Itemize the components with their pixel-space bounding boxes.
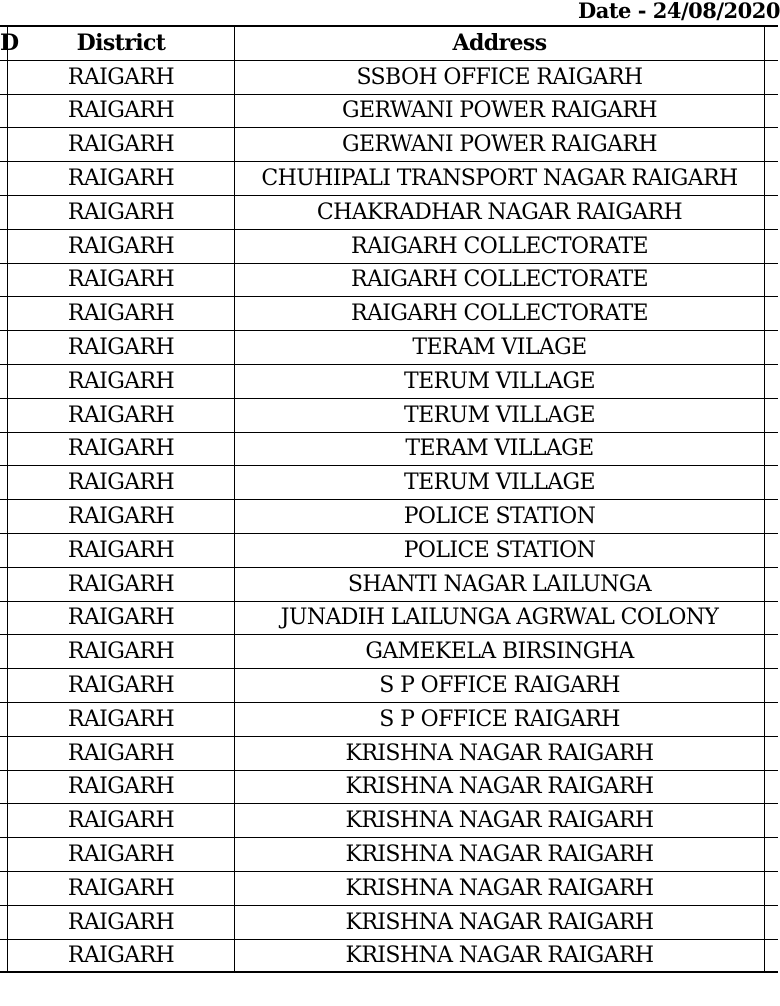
column-header-id: D	[0, 27, 8, 60]
district-cell: RAIGARH	[8, 297, 235, 330]
district-cell: RAIGARH	[8, 331, 235, 364]
table-row	[0, 534, 778, 568]
extra-cell	[765, 466, 778, 499]
extra-cell	[765, 500, 778, 533]
row-id-cell	[0, 940, 8, 972]
extra-cell	[765, 196, 778, 229]
table-row	[0, 804, 778, 838]
district-cell: RAIGARH	[8, 906, 235, 939]
table-row	[0, 399, 778, 433]
address-cell: KRISHNA NAGAR RAIGARH	[235, 737, 765, 770]
row-id-cell	[0, 162, 8, 195]
table-body	[0, 61, 778, 974]
table-row	[0, 838, 778, 872]
district-cell: RAIGARH	[8, 737, 235, 770]
district-cell: RAIGARH	[8, 568, 235, 601]
district-cell: RAIGARH	[8, 500, 235, 533]
table-row	[0, 230, 778, 264]
extra-cell	[765, 602, 778, 635]
table-row	[0, 61, 778, 95]
row-id-cell	[0, 872, 8, 905]
row-id-cell	[0, 230, 8, 263]
address-cell: GERWANI POWER RAIGARH	[235, 95, 765, 128]
district-cell: RAIGARH	[8, 940, 235, 972]
extra-cell	[765, 95, 778, 128]
address-cell: JUNADIH LAILUNGA AGRWAL COLONY	[235, 602, 765, 635]
row-id-cell	[0, 264, 8, 297]
extra-cell	[765, 399, 778, 432]
address-cell: CHAKRADHAR NAGAR RAIGARH	[235, 196, 765, 229]
extra-cell	[765, 61, 778, 94]
table-row	[0, 669, 778, 703]
row-id-cell	[0, 399, 8, 432]
address-cell: TERUM VILLAGE	[235, 365, 765, 398]
address-cell: RAIGARH COLLECTORATE	[235, 230, 765, 263]
row-id-cell	[0, 61, 8, 94]
address-cell: TERUM VILLAGE	[235, 466, 765, 499]
district-cell: RAIGARH	[8, 95, 235, 128]
extra-cell	[765, 669, 778, 702]
address-cell: KRISHNA NAGAR RAIGARH	[235, 771, 765, 804]
row-id-cell	[0, 297, 8, 330]
district-cell: RAIGARH	[8, 669, 235, 702]
extra-cell	[765, 906, 778, 939]
district-cell: RAIGARH	[8, 365, 235, 398]
table-row	[0, 196, 778, 230]
district-cell: RAIGARH	[8, 162, 235, 195]
extra-cell	[765, 703, 778, 736]
address-cell: KRISHNA NAGAR RAIGARH	[235, 804, 765, 837]
table-row	[0, 872, 778, 906]
table-row	[0, 500, 778, 534]
extra-cell	[765, 771, 778, 804]
table-row	[0, 128, 778, 162]
row-id-cell	[0, 838, 8, 871]
row-id-cell	[0, 128, 8, 161]
row-id-cell	[0, 568, 8, 601]
address-cell: S P OFFICE RAIGARH	[235, 703, 765, 736]
district-cell: RAIGARH	[8, 399, 235, 432]
row-id-cell	[0, 703, 8, 736]
district-cell: RAIGARH	[8, 635, 235, 668]
table-row	[0, 162, 778, 196]
table-row	[0, 95, 778, 129]
column-header-extra	[765, 27, 778, 60]
extra-cell	[765, 534, 778, 567]
row-id-cell	[0, 669, 8, 702]
extra-cell	[765, 162, 778, 195]
row-id-cell	[0, 771, 8, 804]
column-header-district: District	[8, 27, 235, 60]
row-id-cell	[0, 331, 8, 364]
district-cell: RAIGARH	[8, 872, 235, 905]
row-id-cell	[0, 196, 8, 229]
extra-cell	[765, 365, 778, 398]
row-id-cell	[0, 534, 8, 567]
address-table	[0, 25, 778, 973]
district-cell: RAIGARH	[8, 61, 235, 94]
district-cell: RAIGARH	[8, 602, 235, 635]
row-id-cell	[0, 906, 8, 939]
row-id-cell	[0, 500, 8, 533]
address-cell: RAIGARH COLLECTORATE	[235, 264, 765, 297]
extra-cell	[765, 433, 778, 466]
address-cell: KRISHNA NAGAR RAIGARH	[235, 906, 765, 939]
table-row	[0, 297, 778, 331]
address-cell: POLICE STATION	[235, 500, 765, 533]
table-row	[0, 264, 778, 298]
row-id-cell	[0, 95, 8, 128]
table-row	[0, 940, 778, 974]
row-id-cell	[0, 365, 8, 398]
report-date: Date - 24/08/2020	[578, 0, 780, 23]
district-cell: RAIGARH	[8, 466, 235, 499]
district-cell: RAIGARH	[8, 230, 235, 263]
address-cell: KRISHNA NAGAR RAIGARH	[235, 872, 765, 905]
extra-cell	[765, 737, 778, 770]
address-cell: KRISHNA NAGAR RAIGARH	[235, 838, 765, 871]
table-row	[0, 635, 778, 669]
table-row	[0, 331, 778, 365]
address-cell: TERUM VILLAGE	[235, 399, 765, 432]
table-row	[0, 466, 778, 500]
address-cell: GAMEKELA BIRSINGHA	[235, 635, 765, 668]
extra-cell	[765, 635, 778, 668]
row-id-cell	[0, 466, 8, 499]
row-id-cell	[0, 635, 8, 668]
address-cell: GERWANI POWER RAIGARH	[235, 128, 765, 161]
extra-cell	[765, 264, 778, 297]
district-cell: RAIGARH	[8, 703, 235, 736]
district-cell: RAIGARH	[8, 771, 235, 804]
extra-cell	[765, 838, 778, 871]
table-row	[0, 568, 778, 602]
column-header-address: Address	[235, 27, 765, 60]
district-cell: RAIGARH	[8, 838, 235, 871]
address-cell: SSBOH OFFICE RAIGARH	[235, 61, 765, 94]
address-cell: TERAM VILAGE	[235, 331, 765, 364]
table-row	[0, 906, 778, 940]
address-cell: KRISHNA NAGAR RAIGARH	[235, 940, 765, 972]
table-row	[0, 602, 778, 636]
address-cell: SHANTI NAGAR LAILUNGA	[235, 568, 765, 601]
row-id-cell	[0, 602, 8, 635]
extra-cell	[765, 331, 778, 364]
table-row	[0, 771, 778, 805]
address-cell: CHUHIPALI TRANSPORT NAGAR RAIGARH	[235, 162, 765, 195]
district-cell: RAIGARH	[8, 534, 235, 567]
address-cell: TERAM VILLAGE	[235, 433, 765, 466]
table-header-row	[0, 27, 778, 61]
row-id-cell	[0, 737, 8, 770]
district-cell: RAIGARH	[8, 804, 235, 837]
district-cell: RAIGARH	[8, 196, 235, 229]
table-row	[0, 703, 778, 737]
extra-cell	[765, 128, 778, 161]
district-cell: RAIGARH	[8, 128, 235, 161]
extra-cell	[765, 297, 778, 330]
extra-cell	[765, 940, 778, 972]
table-row	[0, 737, 778, 771]
district-cell: RAIGARH	[8, 433, 235, 466]
address-cell: S P OFFICE RAIGARH	[235, 669, 765, 702]
extra-cell	[765, 804, 778, 837]
row-id-cell	[0, 433, 8, 466]
extra-cell	[765, 872, 778, 905]
address-cell: POLICE STATION	[235, 534, 765, 567]
extra-cell	[765, 230, 778, 263]
row-id-cell	[0, 804, 8, 837]
district-cell: RAIGARH	[8, 264, 235, 297]
table-row	[0, 433, 778, 467]
address-cell: RAIGARH COLLECTORATE	[235, 297, 765, 330]
extra-cell	[765, 568, 778, 601]
table-row	[0, 365, 778, 399]
